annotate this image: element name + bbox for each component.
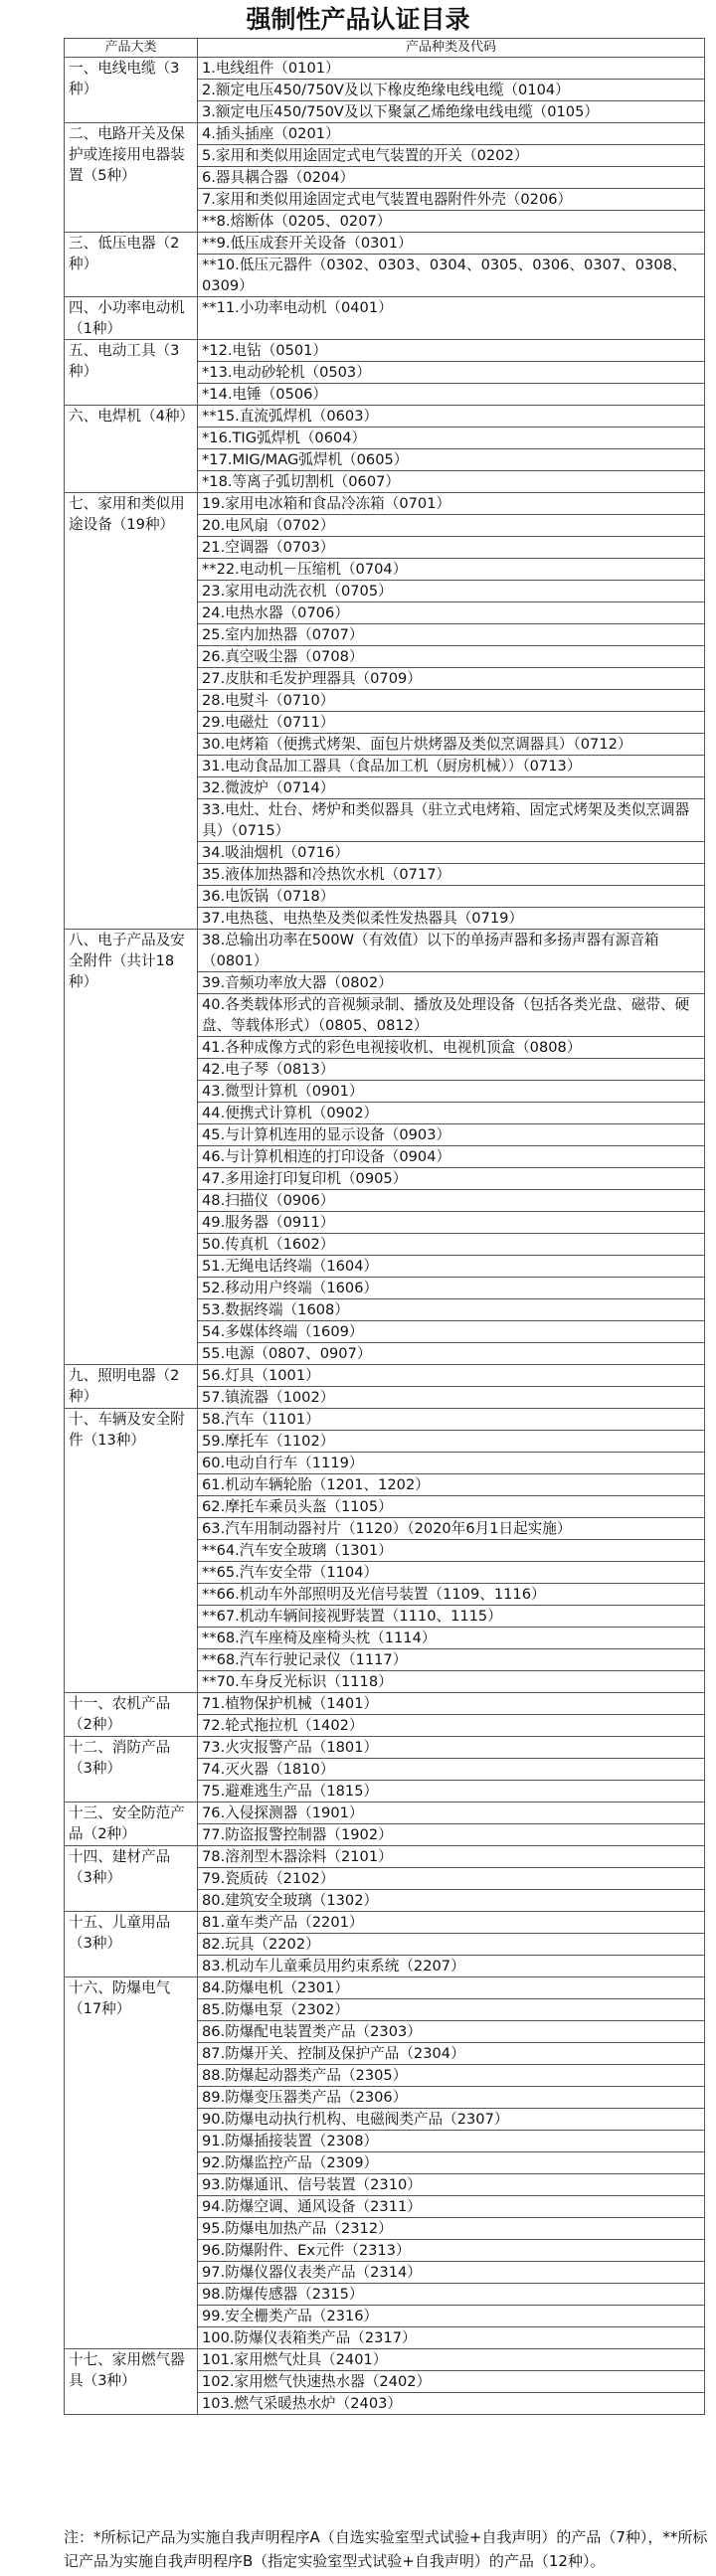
product-item: *17.MIG/MAG弧焊机（0605） bbox=[198, 449, 705, 471]
product-item: 44.便携式计算机（0902） bbox=[198, 1103, 705, 1124]
category-cell: 二、电路开关及保护或连接用电器装置（5种） bbox=[65, 123, 198, 233]
product-item: 81.童车类产品（2201） bbox=[198, 1912, 705, 1934]
footnote: 注：*所标记产品为实施自我声明程序A（自选实验室型式试验+自我声明）的产品（7种），**所标记产品为实施自我声明程序B（指定实验室型式试验+自我声明）的产品（12种）。 bbox=[64, 2528, 708, 2570]
table-row bbox=[65, 930, 705, 972]
product-item: *12.电钻（0501） bbox=[198, 340, 705, 362]
category-cell: 十三、安全防范产品（2种） bbox=[65, 1803, 198, 1846]
product-item: 27.皮肤和毛发护理器具（0709） bbox=[198, 668, 705, 690]
table-row bbox=[65, 406, 705, 428]
table-row bbox=[65, 340, 705, 362]
product-item: 41.各种成像方式的彩色电视接收机、电视机顶盒（0808） bbox=[198, 1037, 705, 1059]
product-item: 33.电灶、灶台、烤炉和类似器具（驻立式电烤箱、固定式烤架及类似烹调器具）（0715） bbox=[198, 799, 705, 842]
table-header-row bbox=[65, 39, 705, 58]
category-cell: 十七、家用燃气器具（3种） bbox=[65, 2349, 198, 2415]
product-item: **68.汽车行驶记录仪（1117） bbox=[198, 1649, 705, 1671]
product-item: 45.与计算机连用的显示设备（0903） bbox=[198, 1124, 705, 1146]
product-item: 23.家用电动洗衣机（0705） bbox=[198, 581, 705, 602]
category-cell: 十二、消防产品（3种） bbox=[65, 1737, 198, 1803]
product-item: 95.防爆电加热产品（2312） bbox=[198, 2218, 705, 2240]
product-item: 93.防爆通讯、信号装置（2310） bbox=[198, 2174, 705, 2196]
product-item: **11.小功率电动机（0401） bbox=[198, 297, 705, 340]
product-item: 92.防爆监控产品（2309） bbox=[198, 2152, 705, 2174]
product-item: 79.瓷质砖（2102） bbox=[198, 1868, 705, 1890]
product-item: 103.燃气采暖热水炉（2403） bbox=[198, 2393, 705, 2415]
product-item: 72.轮式拖拉机（1402） bbox=[198, 1715, 705, 1737]
category-cell: 十、车辆及安全附件（13种） bbox=[65, 1409, 198, 1693]
product-item: 48.扫描仪（0906） bbox=[198, 1190, 705, 1212]
product-item: 30.电烤箱（便携式烤架、面包片烘烤器及类似烹调器具）（0712） bbox=[198, 734, 705, 756]
product-item: 38.总输出功率在500W（有效值）以下的单扬声器和多扬声器有源音箱（0801） bbox=[198, 930, 705, 972]
product-item: 39.音频功率放大器（0802） bbox=[198, 972, 705, 994]
table-row bbox=[65, 1977, 705, 1999]
product-item: 99.安全栅类产品（2316） bbox=[198, 2306, 705, 2327]
product-item: *14.电锤（0506） bbox=[198, 384, 705, 406]
table-row bbox=[65, 58, 705, 80]
product-item: **15.直流弧焊机（0603） bbox=[198, 406, 705, 428]
table-row bbox=[65, 123, 705, 145]
table-row bbox=[65, 1912, 705, 1934]
table-row bbox=[65, 233, 705, 255]
product-item: 87.防爆开关、控制及保护产品（2304） bbox=[198, 2043, 705, 2065]
product-item: 63.汽车用制动器衬片（1120）（2020年6月1日起实施） bbox=[198, 1518, 705, 1540]
table-row bbox=[65, 297, 705, 340]
product-item: 61.机动车辆轮胎（1201、1202） bbox=[198, 1474, 705, 1496]
product-item: 90.防爆电动执行机构、电磁阀类产品（2307） bbox=[198, 2109, 705, 2131]
product-item: 75.避难逃生产品（1815） bbox=[198, 1781, 705, 1803]
product-item: 5.家用和类似用途固定式电气装置的开关（0202） bbox=[198, 145, 705, 167]
product-item: 2.额定电压450/750V及以下橡皮绝缘电线电缆（0104） bbox=[198, 80, 705, 101]
product-item: 29.电磁灶（0711） bbox=[198, 712, 705, 734]
header-category: 产品大类 bbox=[65, 39, 198, 58]
product-item: 47.多用途打印复印机（0905） bbox=[198, 1168, 705, 1190]
product-item: 53.数据终端（1608） bbox=[198, 1299, 705, 1321]
table-row bbox=[65, 1803, 705, 1824]
category-cell: 十五、儿童用品（3种） bbox=[65, 1912, 198, 1977]
product-item: **70.车身反光标识（1118） bbox=[198, 1671, 705, 1693]
product-item: 3.额定电压450/750V及以下聚氯乙烯绝缘电线电缆（0105） bbox=[198, 101, 705, 123]
product-item: 101.家用燃气灶具（2401） bbox=[198, 2349, 705, 2371]
product-item: 34.吸油烟机（0716） bbox=[198, 842, 705, 864]
product-item: 91.防爆插接装置（2308） bbox=[198, 2131, 705, 2152]
product-item: **9.低压成套开关设备（0301） bbox=[198, 233, 705, 255]
product-item: 85.防爆电泵（2302） bbox=[198, 1999, 705, 2021]
product-item: 54.多媒体终端（1609） bbox=[198, 1321, 705, 1343]
product-item: 31.电动食品加工器具（食品加工机（厨房机械））（0713） bbox=[198, 756, 705, 777]
product-item: 77.防盗报警控制器（1902） bbox=[198, 1824, 705, 1846]
table-row bbox=[65, 2349, 705, 2371]
category-cell: 三、低压电器（2种） bbox=[65, 233, 198, 297]
product-item: 43.微型计算机（0901） bbox=[198, 1081, 705, 1103]
table-row bbox=[65, 1846, 705, 1868]
product-item: 57.镇流器（1002） bbox=[198, 1387, 705, 1409]
product-item: 89.防爆变压器类产品（2306） bbox=[198, 2087, 705, 2109]
table-row bbox=[65, 493, 705, 515]
page-title: 强制性产品认证目录 bbox=[246, 5, 470, 34]
table-body bbox=[65, 58, 705, 2415]
product-item: *18.等离子弧切割机（0607） bbox=[198, 471, 705, 493]
table-row bbox=[65, 1409, 705, 1431]
product-item: 50.传真机（1602） bbox=[198, 1234, 705, 1256]
product-item: 26.真空吸尘器（0708） bbox=[198, 646, 705, 668]
product-item: 20.电风扇（0702） bbox=[198, 515, 705, 537]
product-item: 94.防爆空调、通风设备（2311） bbox=[198, 2196, 705, 2218]
product-item: 28.电熨斗（0710） bbox=[198, 690, 705, 712]
product-item: 86.防爆配电装置类产品（2303） bbox=[198, 2021, 705, 2043]
category-cell: 七、家用和类似用途设备（19种） bbox=[65, 493, 198, 930]
product-item: **65.汽车安全带（1104） bbox=[198, 1562, 705, 1584]
product-item: 102.家用燃气快速热水器（2402） bbox=[198, 2371, 705, 2393]
product-item: **10.低压元器件（0302、0303、0304、0305、0306、0307、0308、0309） bbox=[198, 255, 705, 297]
category-cell: 十一、农机产品（2种） bbox=[65, 1693, 198, 1737]
product-item: 96.防爆附件、Ex元件（2313） bbox=[198, 2240, 705, 2262]
product-item: 46.与计算机相连的打印设备（0904） bbox=[198, 1146, 705, 1168]
product-item: 74.灭火器（1810） bbox=[198, 1759, 705, 1781]
product-item: 42.电子琴（0813） bbox=[198, 1059, 705, 1081]
product-item: 1.电线组件（0101） bbox=[198, 58, 705, 80]
product-item: 88.防爆起动器类产品（2305） bbox=[198, 2065, 705, 2087]
product-item: 19.家用电冰箱和食品冷冻箱（0701） bbox=[198, 493, 705, 515]
product-item: 82.玩具（2202） bbox=[198, 1934, 705, 1956]
product-item: 37.电热毯、电热垫及类似柔性发热器具（0719） bbox=[198, 908, 705, 930]
product-item: 52.移动用户终端（1606） bbox=[198, 1278, 705, 1299]
product-item: 4.插头插座（0201） bbox=[198, 123, 705, 145]
category-cell: 十六、防爆电气（17种） bbox=[65, 1977, 198, 2349]
product-item: 80.建筑安全玻璃（1302） bbox=[198, 1890, 705, 1912]
product-item: 100.防爆仪表箱类产品（2317） bbox=[198, 2327, 705, 2349]
product-item: 24.电热水器（0706） bbox=[198, 602, 705, 624]
category-cell: 一、电线电缆（3种） bbox=[65, 58, 198, 123]
product-item: 40.各类载体形式的音视频录制、播放及处理设备（包括各类光盘、磁带、硬盘、等载体形式）（0805、0812） bbox=[198, 994, 705, 1037]
product-item: 51.无绳电话终端（1604） bbox=[198, 1256, 705, 1278]
product-item: **64.汽车安全玻璃（1301） bbox=[198, 1540, 705, 1562]
product-item: **8.熔断体（0205、0207） bbox=[198, 211, 705, 233]
product-item: *13.电动砂轮机（0503） bbox=[198, 362, 705, 384]
product-item: 73.火灾报警产品（1801） bbox=[198, 1737, 705, 1759]
table-row bbox=[65, 1737, 705, 1759]
product-item: 49.服务器（0911） bbox=[198, 1212, 705, 1234]
product-item: 98.防爆传感器（2315） bbox=[198, 2284, 705, 2306]
product-item: 56.灯具（1001） bbox=[198, 1365, 705, 1387]
category-cell: 十四、建材产品（3种） bbox=[65, 1846, 198, 1912]
product-item: 78.溶剂型木器涂料（2101） bbox=[198, 1846, 705, 1868]
product-item: 60.电动自行车（1119） bbox=[198, 1453, 705, 1474]
catalog-table bbox=[64, 38, 705, 2415]
product-item: *16.TIG弧焊机（0604） bbox=[198, 428, 705, 449]
category-cell: 五、电动工具（3种） bbox=[65, 340, 198, 406]
product-item: 84.防爆电机（2301） bbox=[198, 1977, 705, 1999]
product-item: **22.电动机－压缩机（0704） bbox=[198, 559, 705, 581]
product-item: 21.空调器（0703） bbox=[198, 537, 705, 559]
table-row bbox=[65, 1693, 705, 1715]
category-cell: 八、电子产品及安全附件（共计18种） bbox=[65, 930, 198, 1365]
product-item: **66.机动车外部照明及光信号装置（1109、1116） bbox=[198, 1584, 705, 1606]
product-item: 7.家用和类似用途固定式电气装置电器附件外壳（0206） bbox=[198, 189, 705, 211]
product-item: 58.汽车（1101） bbox=[198, 1409, 705, 1431]
product-item: 62.摩托车乘员头盔（1105） bbox=[198, 1496, 705, 1518]
category-cell: 九、照明电器（2种） bbox=[65, 1365, 198, 1409]
product-item: 35.液体加热器和冷热饮水机（0717） bbox=[198, 864, 705, 886]
product-item: 32.微波炉（0714） bbox=[198, 777, 705, 799]
product-item: 59.摩托车（1102） bbox=[198, 1431, 705, 1453]
product-item: **68.汽车座椅及座椅头枕（1114） bbox=[198, 1628, 705, 1649]
category-cell: 四、小功率电动机（1种） bbox=[65, 297, 198, 340]
product-item: 55.电源（0807、0907） bbox=[198, 1343, 705, 1365]
header-product-type: 产品种类及代码 bbox=[198, 39, 705, 58]
product-item: 36.电饭锅（0718） bbox=[198, 886, 705, 908]
category-cell: 六、电焊机（4种） bbox=[65, 406, 198, 493]
product-item: 71.植物保护机械（1401） bbox=[198, 1693, 705, 1715]
product-item: 76.入侵探测器（1901） bbox=[198, 1803, 705, 1824]
product-item: 6.器具耦合器（0204） bbox=[198, 167, 705, 189]
table-row bbox=[65, 1365, 705, 1387]
product-item: **67.机动车辆间接视野装置（1110、1115） bbox=[198, 1606, 705, 1628]
product-item: 25.室内加热器（0707） bbox=[198, 624, 705, 646]
product-item: 83.机动车儿童乘员用约束系统（2207） bbox=[198, 1956, 705, 1977]
product-item: 97.防爆仪器仪表类产品（2314） bbox=[198, 2262, 705, 2284]
